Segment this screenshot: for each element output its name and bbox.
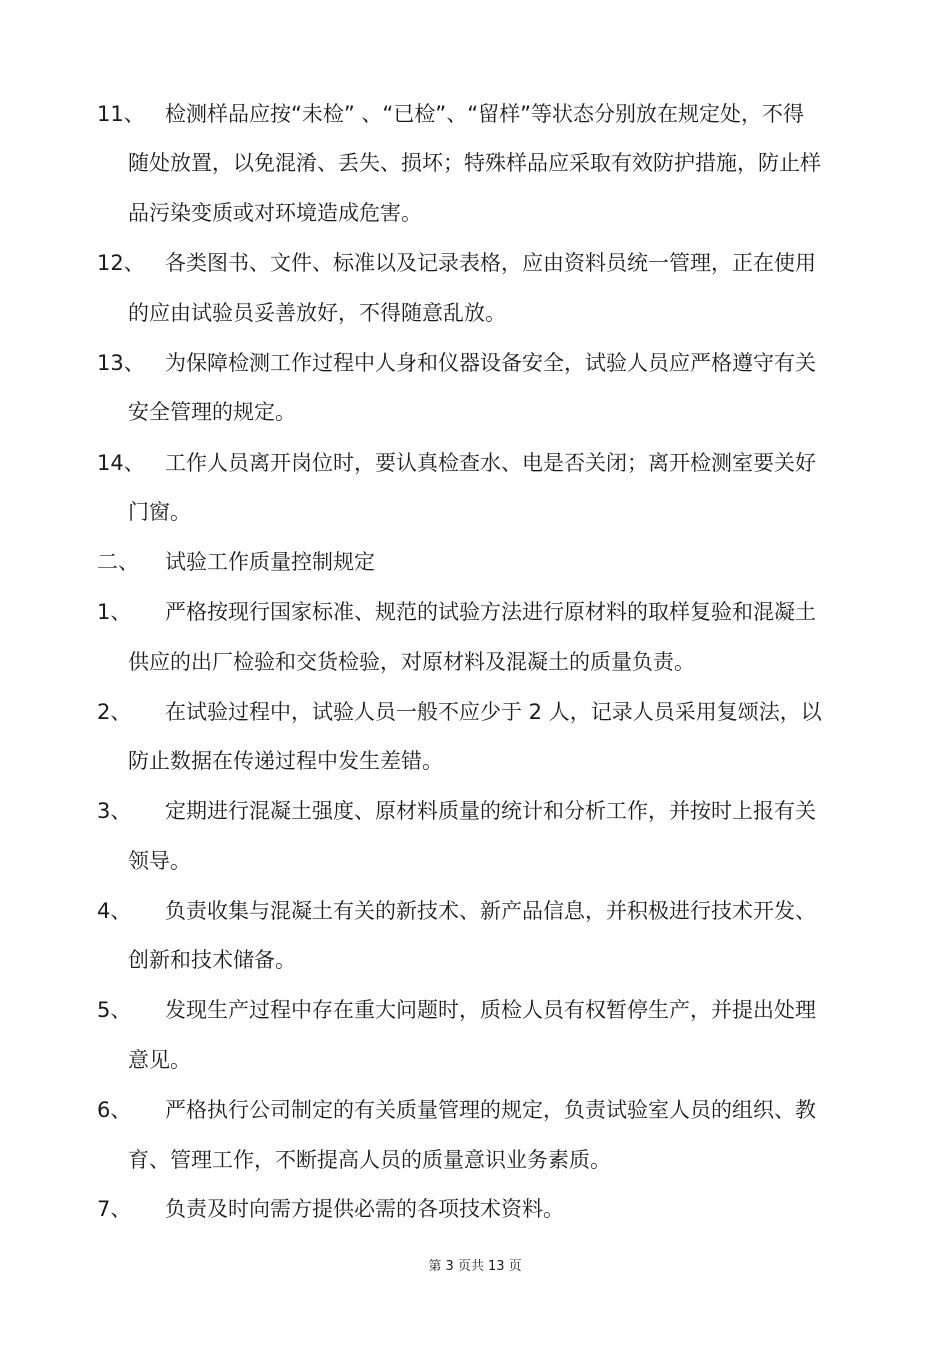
item-number: 6、 xyxy=(97,1098,132,1122)
item-text: 领导。 xyxy=(128,849,191,873)
item-text: 创新和技术储备。 xyxy=(128,948,296,972)
item-text: 的应由试验员妥善放好，不得随意乱放。 xyxy=(128,301,506,325)
item-text: 负责及时向需方提供必需的各项技术资料。 xyxy=(165,1197,564,1221)
item-text: 严格执行公司制定的有关质量管理的规定，负责试验室人员的组织、教 xyxy=(165,1098,816,1122)
item-text: 随处放置，以免混淆、丢失、损坏；特殊样品应采取有效防护措施，防止样 xyxy=(128,151,821,175)
item-text: 负责收集与混凝土有关的新技术、新产品信息，并积极进行技术开发、 xyxy=(165,899,816,923)
item-number: 7、 xyxy=(97,1197,132,1221)
item-number: 2、 xyxy=(97,700,132,724)
item-text: 在试验过程中，试验人员一般不应少于 2 人，记录人员采用复颂法，以 xyxy=(165,700,822,724)
item-text: 检测样品应按“未检” 、“已检”、“留样”等状态分别放在规定处，不得 xyxy=(165,102,804,126)
item-text: 育、管理工作，不断提高人员的质量意识业务素质。 xyxy=(128,1148,611,1172)
item-number: 11、 xyxy=(97,102,145,126)
item-text: 品污染变质或对环境造成危害。 xyxy=(128,201,422,225)
item-text: 定期进行混凝土强度、原材料质量的统计和分析工作，并按时上报有关 xyxy=(165,799,816,823)
item-number: 3、 xyxy=(97,799,132,823)
item-text: 门窗。 xyxy=(128,500,191,524)
item-text: 严格按现行国家标准、规范的试验方法进行原材料的取样复验和混凝土 xyxy=(165,600,816,624)
item-text: 安全管理的规定。 xyxy=(128,400,296,424)
item-number: 14、 xyxy=(97,451,145,475)
item-text: 供应的出厂检验和交货检验，对原材料及混凝土的质量负责。 xyxy=(128,650,695,674)
item-text: 意见。 xyxy=(128,1048,191,1072)
item-text: 各类图书、文件、标准以及记录表格，应由资料员统一管理，正在使用 xyxy=(165,251,816,275)
item-number: 4、 xyxy=(97,899,132,923)
item-number: 12、 xyxy=(97,251,145,275)
item-text: 发现生产过程中存在重大问题时，质检人员有权暂停生产，并提出处理 xyxy=(165,998,816,1022)
item-number: 5、 xyxy=(97,998,132,1022)
item-number: 13、 xyxy=(97,351,145,375)
item-text: 为保障检测工作过程中人身和仪器设备安全，试验人员应严格遵守有关 xyxy=(165,351,816,375)
section-number: 二、 xyxy=(97,550,139,574)
item-text: 工作人员离开岗位时，要认真检查水、电是否关闭；离开检测室要关好 xyxy=(165,451,816,475)
page-footer: 第 3 页共 13 页 xyxy=(428,1259,522,1274)
section-heading: 试验工作质量控制规定 xyxy=(165,550,375,574)
item-text: 防止数据在传递过程中发生差错。 xyxy=(128,749,443,773)
item-number: 1、 xyxy=(97,600,132,624)
